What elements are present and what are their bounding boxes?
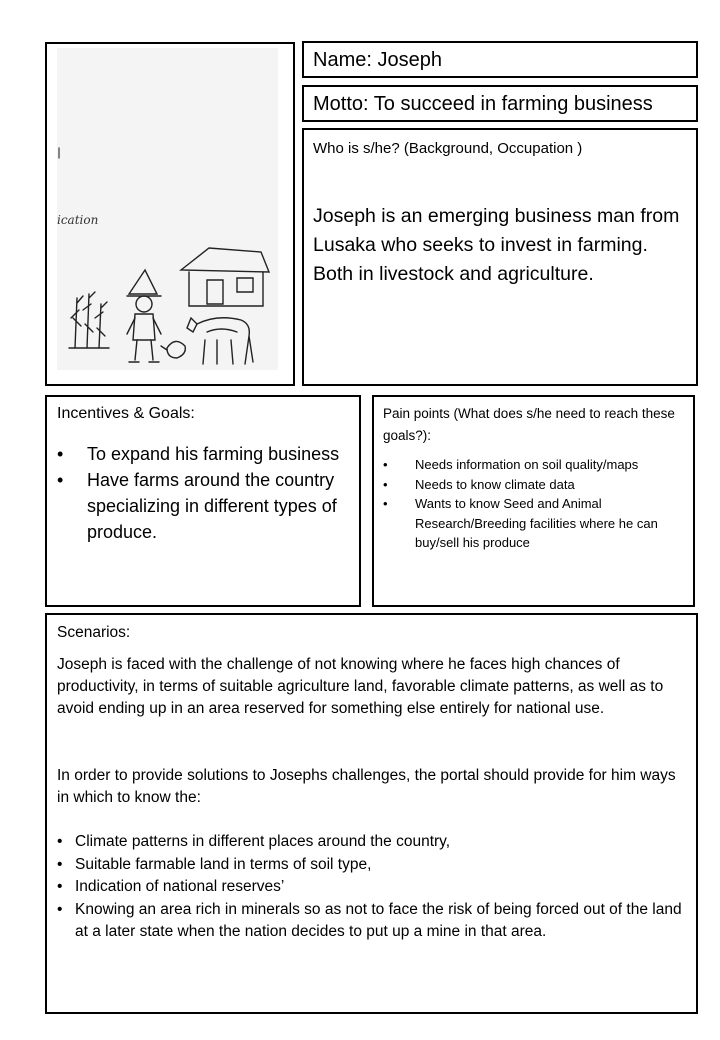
persona-motto: Motto: To succeed in farming business [313, 93, 653, 115]
farm-sketch-drawing [57, 48, 278, 370]
scenarios-paragraph: In order to provide solutions to Josephs challenges, the portal should provide for him ways in which to know the: [57, 767, 676, 806]
scenarios-paragraph: Joseph is faced with the challenge of not knowing where he faces high chances of productivity, in terms of suitable agriculture land, favorable climate patterns, as well as to avoid ending up in an area reserved for something else entirely for national use. [57, 656, 664, 717]
background-heading: Who is s/he? (Background, Occupation ) [313, 140, 583, 157]
pain-points-heading: Pain points (What does s/he need to reach these goals?): [383, 406, 675, 443]
goals-heading: Incentives & Goals: [57, 405, 195, 422]
scenario-item: • Knowing an area rich in minerals so as not to face the risk of being forced out of the land at a later state when the nation decides to put up a mine in that area. [57, 899, 687, 944]
scenario-item: • Indication of national reserves’ [57, 876, 687, 899]
persona-sketch-frame [45, 42, 295, 386]
scenario-item: • Climate patterns in different places around the country, [57, 831, 687, 854]
motto-box [302, 85, 698, 122]
persona-sketch [57, 48, 278, 370]
name-box [302, 41, 698, 78]
pain-point-item: • Needs information on soil quality/maps [383, 455, 683, 475]
persona-name: Name: Joseph [313, 49, 442, 71]
background-text: Joseph is an emerging business man from Lusaka who seeks to invest in farming. Both in livestock and agriculture. [313, 205, 680, 285]
scenarios-box [45, 613, 698, 1014]
goal-item: • To expand his farming business [57, 441, 352, 467]
goals-box [45, 395, 361, 607]
goals-list [57, 441, 352, 545]
pain-point-item: • Wants to know Seed and Animal Research/Breeding facilities where he can buy/sell his produce [383, 494, 683, 553]
background-box [302, 128, 698, 386]
pain-points-box [372, 395, 695, 607]
pain-point-item: • Needs to know climate data [383, 475, 683, 495]
sketch-scribble-text: ication [57, 213, 99, 227]
goal-item: • Have farms around the country specializing in different types of produce. [57, 467, 352, 545]
pain-points-list [383, 455, 683, 553]
scenarios-list [57, 831, 687, 944]
scenarios-heading: Scenarios: [57, 624, 131, 641]
scenario-item: • Suitable farmable land in terms of soil type, [57, 854, 687, 877]
